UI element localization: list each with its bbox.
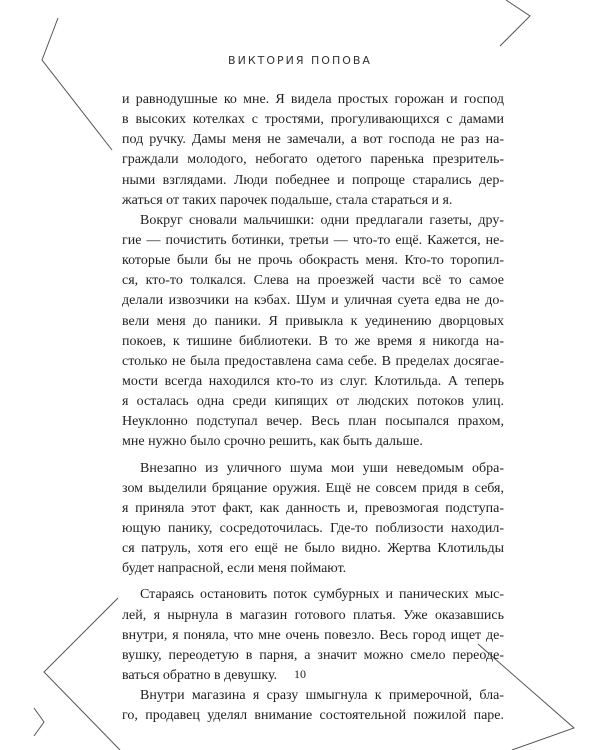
text-line: гие — почистить ботинки, третьи — что-то ещё. Кажется, не-: [122, 232, 504, 248]
text-line: граждали молодого, небогато одетого паренька презритель-: [122, 152, 504, 168]
text-line: го, продавец уделял внимание состоятельной пожилой паре.: [122, 708, 504, 724]
page-number: 10: [294, 667, 306, 681]
text-line: столько не была предоставлена сама себе. В пределах досягае-: [122, 353, 504, 369]
text-line: делали извозчики на кэбах. Шум и уличная суета едва не до-: [122, 293, 504, 309]
text-line: лей, я нырнула в магазин готового платья. Уже оказавшись: [122, 607, 504, 623]
text-line: будет напрасной, если меня поймают.: [122, 561, 347, 577]
text-line: я приняла этот факт, как данность и, превозмогая подступа-: [122, 500, 504, 516]
text-line: ющую панику, сосредоточилась. Где-то поблизости находил-: [122, 520, 504, 536]
paragraph: [122, 459, 504, 580]
text-line: вели меня до паники. Я привыкла к уединению дворцовых: [122, 313, 504, 329]
text-line: Неуклонно подступал вечер. Весь план посыпался прахом,: [122, 414, 504, 430]
text-line: Стараясь остановить поток сумбурных и панических мыс-: [140, 587, 504, 603]
text-line: вушку, переодетую в парня, а значит можно смело переоде-: [122, 647, 504, 663]
text-line: которые были бы не прочь обокрасть меня. Кто-то торопил-: [122, 253, 504, 269]
text-line: ваться обратно в девушку.: [122, 667, 278, 683]
text-line: ными взглядами. Люди победнее и попроще старались дер-: [122, 172, 504, 188]
paragraph: [122, 686, 504, 726]
text-line: под ручку. Дамы меня не замечали, а вот господа не раз на-: [122, 132, 504, 148]
running-head: ВИКТОРИЯ ПОПОВА: [228, 54, 372, 67]
text-line: зом выделили бряцание оружия. Ещё не совсем придя в себя,: [122, 480, 504, 496]
text-line: Внутри магазина я сразу шмыгнула к примерочной, бла-: [140, 688, 504, 704]
text-line: ся, кто-то толкался. Слева на проезжей части всё то самое: [122, 273, 504, 289]
text-line: в высоких котелках с тростями, прогуливающихся с дамами: [122, 112, 504, 128]
text-line: я осталась одна среди кипящих от людских потоков улиц.: [122, 394, 504, 410]
text-line: Внезапно из уличного шума мои уши неведомым обра-: [140, 460, 504, 476]
text-line: жаться от таких парочек подальше, стала стараться и я.: [122, 192, 453, 208]
bottom-left-chevron: [34, 708, 44, 736]
text-line: ся патруль, хотя его ещё не было видно. Жертва Клотильды: [122, 541, 504, 557]
text-line: и равнодушные ко мне. Я видела простых горожан и господ: [122, 92, 504, 107]
paragraph: [122, 90, 504, 211]
text-line: внутри, я поняла, что мне очень повезло. Весь город ищет де-: [122, 627, 504, 643]
text-line: покоев, к тишине библиотеки. В то же время я никогда на-: [122, 333, 504, 349]
top-left-line: [42, 18, 112, 150]
text-line: мне нужно было срочно решить, как быть дальше.: [122, 434, 423, 450]
text-line: Вокруг сновали мальчишки: одни предлагали газеты, дру-: [140, 212, 504, 228]
body-text: [122, 90, 504, 726]
top-right-chevron: [500, 0, 530, 46]
text-line: мости всегда находился кто-то из слуг. Клотильда. А теперь: [122, 373, 504, 389]
paragraph: [122, 211, 504, 453]
